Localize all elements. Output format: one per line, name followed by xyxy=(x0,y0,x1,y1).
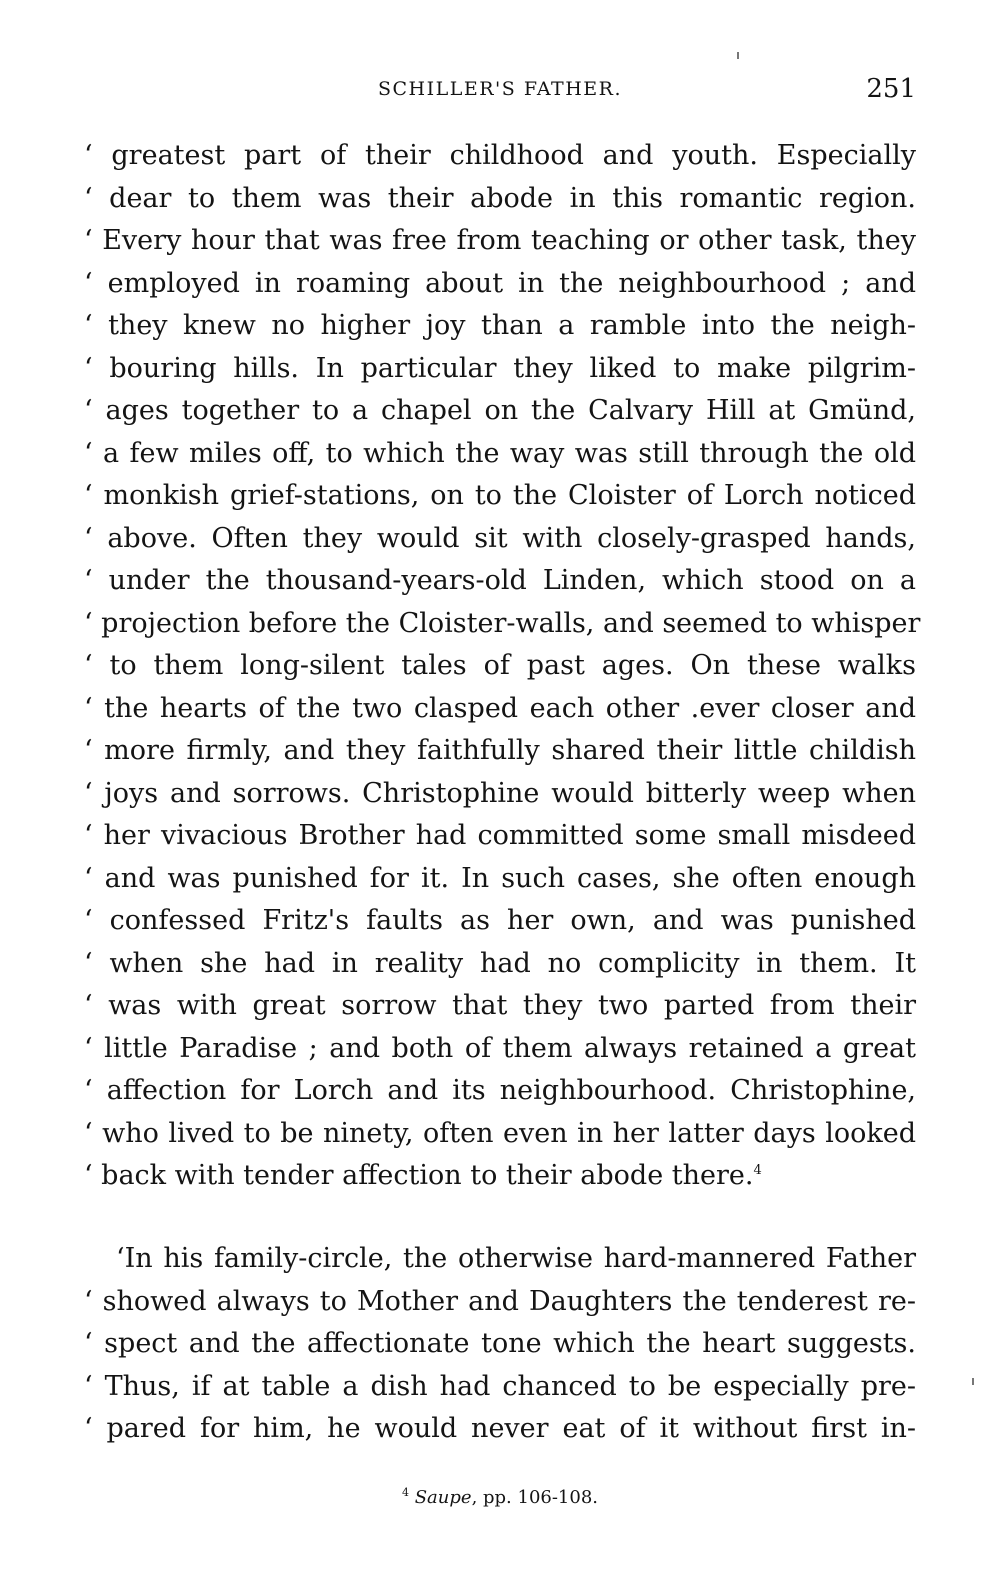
text-line: ‘ the hearts of the two clasped each other .ever closer and xyxy=(84,693,916,724)
text-line: ‘ greatest part of their childhood and youth. Especially xyxy=(84,140,916,171)
footnote-pages: , pp. 106-108. xyxy=(471,1487,599,1508)
text-line: ‘In his family-circle, the otherwise hard-mannered Father xyxy=(116,1243,916,1274)
text-line: ‘ affection for Lorch and its neighbourhood. Christophine, xyxy=(84,1075,916,1106)
text-line: ‘ under the thousand-years-old Linden, which stood on a xyxy=(84,565,916,596)
text-line: ‘ more firmly, and they faithfully shared their little childish xyxy=(84,735,916,766)
page-number: 251 xyxy=(866,74,916,104)
text-line: ‘ pared for him, he would never eat of it without first in- xyxy=(84,1413,916,1444)
text-line: ‘ and was punished for it. In such cases, she often enough xyxy=(84,863,916,894)
text-line: ‘ projection before the Cloister-walls, and seemed to whisper xyxy=(84,608,921,639)
text-line: ‘ employed in roaming about in the neighbourhood ; and xyxy=(84,268,916,299)
text-line: ‘ who lived to be ninety, often even in her latter days looked xyxy=(84,1118,916,1149)
footnote-reference: 4 xyxy=(753,1163,762,1178)
footnote-source: Saupe xyxy=(414,1487,472,1508)
footnote xyxy=(84,1478,916,1513)
running-title: SCHILLER'S FATHER. xyxy=(378,78,622,100)
text-line: ‘ monkish grief-stations, on to the Cloister of Lorch noticed xyxy=(84,480,916,511)
text-line: ‘ was with great sorrow that they two parted from their xyxy=(84,990,916,1021)
text-line: ‘ when she had in reality had no complicity in them. It xyxy=(84,948,916,979)
text-line: ‘ showed always to Mother and Daughters the tenderest re- xyxy=(84,1286,916,1317)
text-line-last xyxy=(84,1154,916,1197)
text-line: ‘ her vivacious Brother had committed some small misdeed xyxy=(84,820,916,851)
text-line: ‘ to them long-silent tales of past ages. On these walks xyxy=(84,650,916,681)
text-line: ‘ bouring hills. In particular they liked to make pilgrim- xyxy=(84,353,916,384)
text-line: ‘ spect and the affectionate tone which the heart suggests. xyxy=(84,1328,916,1359)
text-line: ‘ a few miles off, to which the way was still through the old xyxy=(84,438,916,469)
text-line: ‘ they knew no higher joy than a ramble into the neigh- xyxy=(84,310,916,341)
text-line: ‘ above. Often they would sit with closely-grasped hands, xyxy=(84,523,916,554)
text-line: ‘ confessed Fritz's faults as her own, and was punished xyxy=(84,905,916,936)
text-line: ‘ ages together to a chapel on the Calvary Hill at Gmünd, xyxy=(84,395,916,426)
text-line: ‘ little Paradise ; and both of them always retained a great xyxy=(84,1033,916,1064)
scan-speck xyxy=(737,52,739,59)
text-line-content: ‘ back with tender affection to their abode there. xyxy=(84,1160,754,1191)
text-line: ‘ Thus, if at table a dish had chanced to be especially pre- xyxy=(84,1371,916,1402)
text-line: ‘ Every hour that was free from teaching or other task, they xyxy=(84,225,916,256)
text-line: ‘ joys and sorrows. Christophine would bitterly weep when xyxy=(84,778,916,809)
footnote-marker: 4 xyxy=(401,1486,409,1499)
scan-speck xyxy=(972,1378,974,1385)
text-line: ‘ dear to them was their abode in this romantic region. xyxy=(84,183,916,214)
running-head xyxy=(84,72,916,106)
